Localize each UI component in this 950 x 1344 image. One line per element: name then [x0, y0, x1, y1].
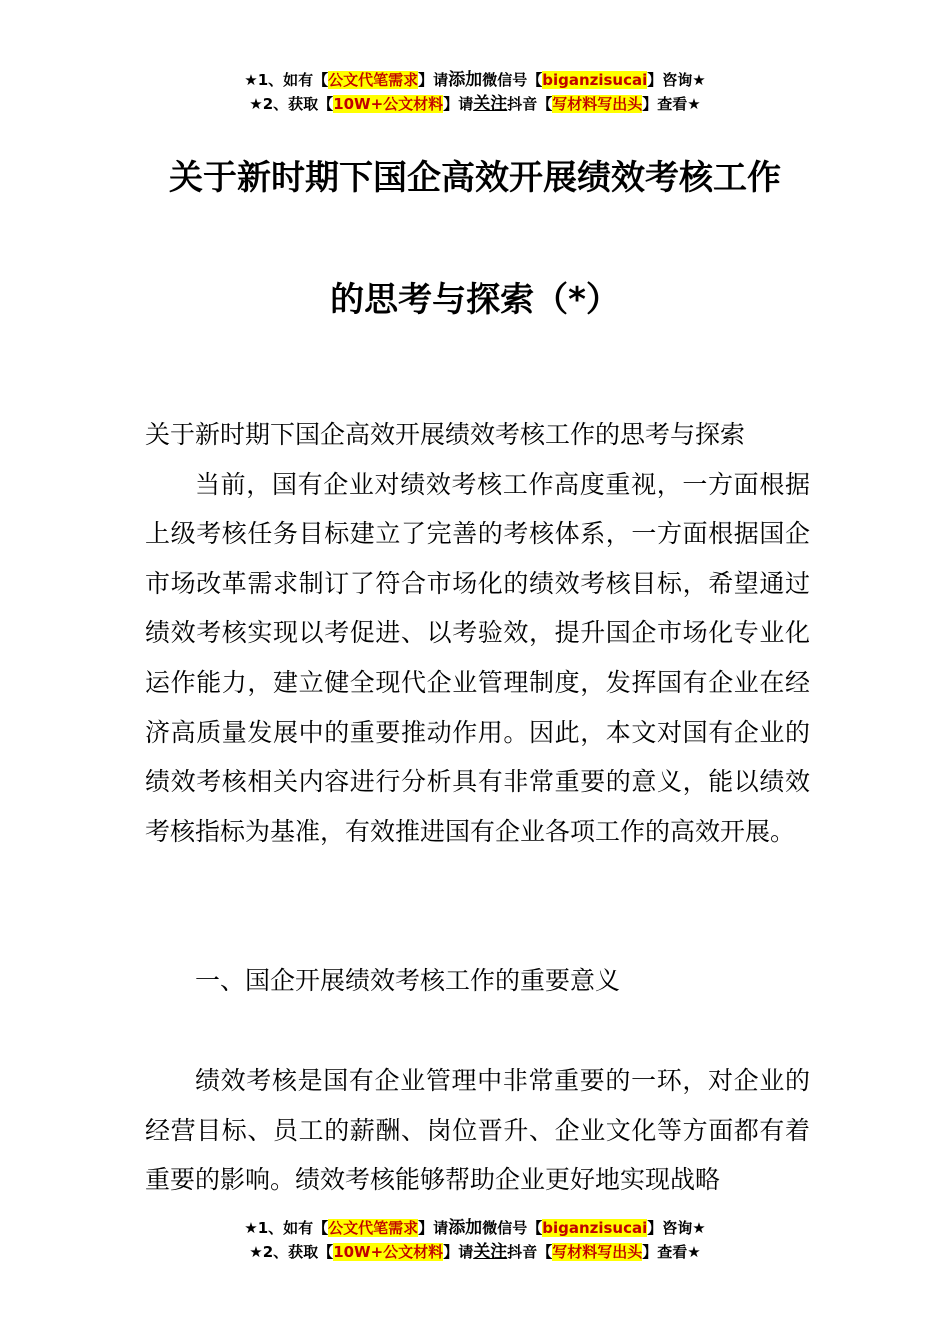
banner-line-1 [0, 68, 950, 92]
document-body-top [145, 410, 810, 856]
banner-text: 】请 [443, 1243, 474, 1261]
banner-highlight: 写材料写出头 [552, 95, 643, 113]
banner-highlight: 10W+公文材料 [333, 95, 444, 113]
banner-emphasis: 关注 [473, 1242, 508, 1262]
banner-text: 】请 [443, 95, 474, 113]
document-title-line-1: 关于新时期下国企高效开展绩效考核工作 [169, 158, 781, 198]
document-body-bottom [145, 1056, 810, 1205]
footer-banner [0, 1216, 950, 1264]
banner-text: 微信号【 [482, 71, 543, 89]
banner-text: 微信号【 [482, 1219, 543, 1237]
banner-text: 】查看★ [642, 1243, 701, 1261]
banner-highlight: biganzisucai [542, 1219, 648, 1237]
document-subtitle: 关于新时期下国企高效开展绩效考核工作的思考与探索 [145, 420, 746, 449]
banner-text: 】请 [418, 71, 449, 89]
banner-emphasis: 添加 [448, 1218, 483, 1238]
banner-line-2 [0, 92, 950, 116]
banner-text: 】咨询★ [647, 71, 706, 89]
banner-text: 】请 [418, 1219, 449, 1237]
section-heading-1: 一、国企开展绩效考核工作的重要意义 [195, 966, 621, 995]
banner-highlight: biganzisucai [542, 71, 648, 89]
banner-text: 抖音【 [507, 95, 553, 113]
banner-text: 】咨询★ [647, 1219, 706, 1237]
banner-text: 】查看★ [642, 95, 701, 113]
paragraph-1: 当前，国有企业对绩效考核工作高度重视，一方面根据上级考核任务目标建立了完善的考核体系，一方面根据国企市场改革需求制订了符合市场化的绩效考核目标，希望通过绩效考核实现以考促进、以考验效，提升国企市场化专业化运作能力，建立健全现代企业管理制度，发挥国有企业在经济高质量发展中的重要推动作用。因此，本文对国有企业的绩效考核相关内容进行分析具有非常重要的意义，能以绩效考核指标为基准，有效推进国有企业各项工作的高效开展。 [145, 469, 810, 846]
banner-line-2 [0, 1240, 950, 1264]
banner-highlight: 公文代笔需求 [328, 1219, 419, 1237]
banner-text: ★2、获取【 [249, 1243, 334, 1261]
banner-emphasis: 添加 [448, 70, 483, 90]
banner-text: ★2、获取【 [249, 95, 334, 113]
banner-highlight: 写材料写出头 [552, 1243, 643, 1261]
banner-text: ★1、如有【 [244, 1219, 329, 1237]
banner-highlight: 公文代笔需求 [328, 71, 419, 89]
banner-emphasis: 关注 [473, 94, 508, 114]
banner-line-1 [0, 1216, 950, 1240]
banner-text: ★1、如有【 [244, 71, 329, 89]
banner-highlight: 10W+公文材料 [333, 1243, 444, 1261]
header-banner [0, 68, 950, 116]
paragraph-2: 绩效考核是国有企业管理中非常重要的一环，对企业的经营目标、员工的薪酬、岗位晋升、企业文化等方面都有着重要的影响。绩效考核能够帮助企业更好地实现战略 [145, 1066, 810, 1195]
banner-text: 抖音【 [507, 1243, 553, 1261]
document-body-section [145, 956, 810, 1006]
document-title-line-2: 的思考与探索（*） [330, 280, 620, 320]
